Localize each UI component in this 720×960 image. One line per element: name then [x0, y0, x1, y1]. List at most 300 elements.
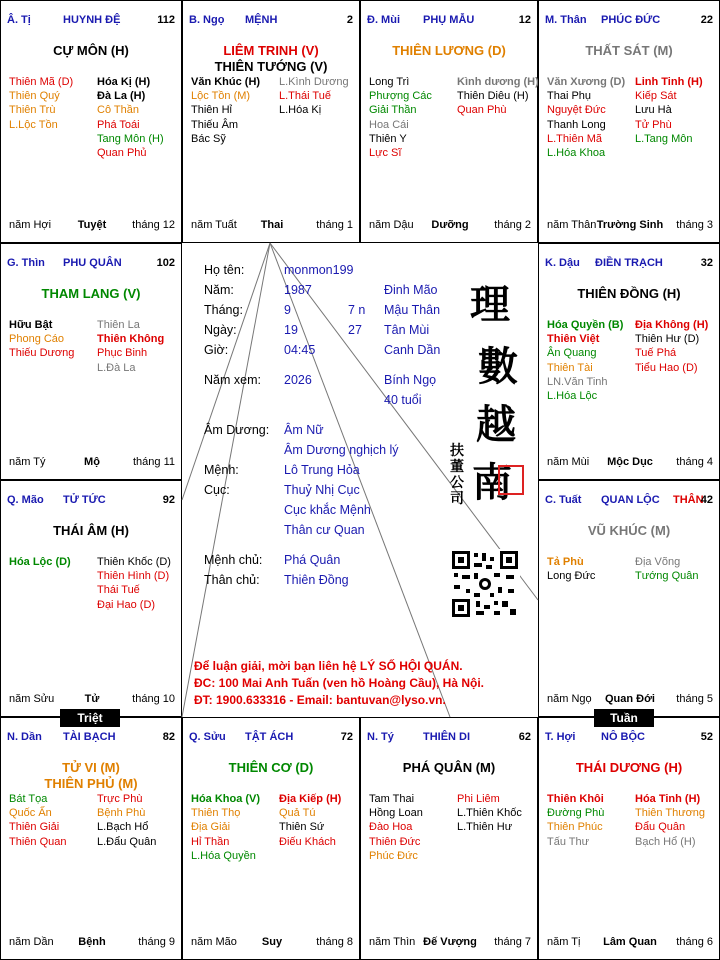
am-duong-value: Âm Nữ — [284, 423, 324, 437]
than-marker: THÂN — [673, 494, 704, 506]
main-star: PHÁ QUÂN (M) — [402, 760, 496, 775]
minor-star: Thiên Mã (D) — [9, 76, 74, 88]
palace-age: 12 — [518, 14, 531, 26]
palace-stage: Lâm Quan — [603, 936, 657, 948]
calligraphy-char-3: 越 — [476, 401, 516, 448]
minor-stars-right — [97, 318, 164, 375]
calligraphy-char-2: 數 — [478, 343, 518, 390]
minor-star: Thiên La — [97, 319, 140, 331]
minor-star: L.Thái Tuế — [279, 90, 331, 103]
main-star: VŨ KHÚC (M) — [587, 523, 671, 538]
palace-stage: Tử — [84, 693, 100, 705]
minor-star: Lực Sĩ — [369, 147, 402, 160]
palace-stage: Mộc Dục — [607, 456, 653, 468]
palace-name: ĐIỀN TRẠCH — [595, 257, 663, 269]
minor-star: Hồng Loan — [369, 807, 423, 820]
main-stars — [187, 43, 355, 75]
palace-branch: Q. Sửu — [189, 731, 226, 743]
thang-can: Mậu Thân — [384, 303, 441, 317]
minor-star: L.Tang Môn — [635, 132, 693, 145]
palace-header — [545, 730, 713, 744]
palace-year: năm Tị — [547, 936, 581, 948]
minor-star: Đường Phù — [547, 807, 605, 820]
minor-star: L.Hóa Kị — [279, 104, 322, 117]
palace-age: 112 — [157, 14, 175, 26]
minor-star: Quốc Ấn — [9, 807, 52, 820]
minor-star: L.Kình Dương — [279, 76, 349, 88]
main-stars — [187, 760, 355, 776]
palace-year: năm Mão — [191, 936, 237, 948]
palace-name: QUAN LỘC — [601, 494, 660, 506]
palace-age: 42 — [700, 494, 713, 506]
palace-stage: Mộ — [84, 456, 100, 468]
minor-stars-right — [97, 75, 164, 160]
palace-suu[interactable] — [182, 717, 360, 960]
main-stars — [365, 43, 533, 59]
minor-star: Quan Phù — [457, 104, 507, 117]
minor-stars-left — [547, 555, 595, 583]
minor-star: Thái Tuế — [97, 584, 140, 597]
palace-branch: C. Tuất — [545, 494, 582, 506]
minor-star: Trực Phù — [97, 793, 143, 805]
palace-header — [545, 493, 713, 507]
main-stars — [5, 43, 177, 59]
palace-stage: Bệnh — [78, 936, 106, 948]
palace-year: năm Ngọ — [547, 693, 592, 705]
palace-branch: T. Hợi — [545, 731, 576, 743]
minor-stars-left — [547, 75, 625, 160]
palace-footer — [547, 935, 713, 949]
minor-star: Hóa Lộc (D) — [9, 556, 71, 568]
minor-star: Tam Thai — [369, 793, 415, 805]
minor-star: LN.Văn Tinh — [547, 375, 608, 388]
palace-month: tháng 1 — [316, 219, 353, 231]
main-star: THIÊN CƠ (D) — [228, 760, 314, 775]
main-stars — [543, 523, 715, 539]
palace-month: tháng 11 — [132, 456, 175, 468]
minor-star: Long Trì — [369, 76, 410, 88]
am-duong-note: Âm Dương nghịch lý — [284, 443, 399, 457]
palace-month: tháng 2 — [494, 219, 531, 231]
minor-star: Thiên Trù — [9, 104, 56, 117]
minor-star: Đẩu Quân — [635, 821, 686, 834]
minor-stars-left — [191, 75, 260, 146]
palace-name: MỆNH — [245, 14, 278, 26]
palace-month: tháng 12 — [132, 219, 175, 231]
main-stars — [543, 286, 715, 302]
palace-year: năm Tý — [9, 456, 46, 468]
minor-star: Thiên Phúc — [547, 821, 603, 834]
contact-phone-email[interactable]: ĐT: 1900.633316 - Email: bantuvan@lyso.vn. — [194, 693, 446, 707]
gio-label: Giờ: — [204, 343, 229, 357]
triet-marker: Triệt — [60, 709, 120, 727]
palace-month: tháng 9 — [138, 936, 175, 948]
menh-chu-label: Mệnh chủ: — [204, 553, 263, 567]
palace-name: PHU QUÂN — [63, 257, 122, 269]
palace-branch: M. Thân — [545, 14, 587, 26]
contact-line-1: Để luận giải, mời bạn liên hệ LÝ SỐ HỘI QUÁN. — [194, 659, 463, 673]
main-star: THIÊN ĐỒNG (H) — [577, 286, 681, 301]
minor-stars-left — [9, 792, 66, 849]
palace-month: tháng 6 — [676, 936, 713, 948]
minor-star: L.Hóa Quyền — [191, 849, 256, 862]
minor-star: Thiên Đức — [369, 835, 421, 848]
thang-label: Tháng: — [204, 303, 243, 317]
palace-header — [189, 730, 353, 744]
palace-header — [7, 730, 175, 744]
palace-year: năm Hợi — [9, 219, 52, 231]
minor-star: Thiên Khôi — [547, 793, 604, 805]
minor-star: Kình dương (H) — [457, 76, 539, 88]
calligraphy-char-4: 南 — [472, 459, 512, 506]
palace-footer — [547, 455, 713, 469]
palace-name: TẬT ÁCH — [245, 731, 294, 743]
minor-star: Linh Tinh (H) — [635, 76, 703, 88]
minor-star: Thai Phụ — [547, 90, 592, 103]
main-star: LIÊM TRINH (V) — [223, 43, 319, 58]
ngay-label: Ngày: — [204, 323, 237, 337]
minor-stars-right — [97, 555, 171, 612]
calligraphy-char-1: 理 — [470, 281, 510, 328]
palace-year: năm Tuất — [191, 219, 237, 231]
palace-month: tháng 10 — [132, 693, 175, 705]
palace-branch: Q. Mão — [7, 494, 44, 506]
palace-header — [7, 256, 175, 270]
main-stars — [543, 760, 715, 776]
cuc-label: Cục: — [204, 483, 230, 497]
nam-xem-can: Bính Ngọ — [384, 373, 437, 387]
palace-stage: Quan Đới — [605, 693, 655, 705]
minor-star: Quan Phủ — [97, 147, 147, 160]
minor-stars-right — [457, 75, 539, 118]
palace-year: năm Dần — [9, 936, 54, 948]
minor-star: L.Hóa Khoa — [547, 147, 606, 160]
minor-star: Bệnh Phù — [97, 807, 146, 820]
minor-stars-left — [9, 555, 71, 569]
palace-hoi[interactable] — [538, 717, 720, 960]
minor-star: Văn Xương (D) — [547, 76, 626, 88]
cuc-value: Thuỷ Nhị Cục — [284, 483, 360, 497]
minor-star: Hữu Bật — [9, 319, 53, 331]
palace-age: 52 — [700, 731, 713, 743]
minor-stars-right — [635, 792, 705, 849]
palace-year: năm Thân — [547, 219, 597, 231]
palace-month: tháng 7 — [494, 936, 531, 948]
minor-star: Thiên Không — [97, 333, 165, 346]
palace-tuat[interactable] — [538, 480, 720, 717]
palace-header — [189, 13, 353, 27]
palace-name: PHỤ MẪU — [423, 14, 475, 26]
minor-star: Hóa Tinh (H) — [635, 793, 701, 805]
palace-month: tháng 8 — [316, 936, 353, 948]
minor-star: Kiếp Sát — [635, 90, 677, 103]
palace-year: năm Thìn — [369, 936, 416, 948]
red-seal-stamp — [498, 465, 524, 495]
minor-star: Thiên Quan — [9, 835, 67, 848]
palace-branch: N. Dần — [7, 731, 42, 743]
minor-stars-left — [547, 792, 604, 849]
minor-star: Văn Khúc (H) — [191, 76, 261, 88]
palace-stage: Dưỡng — [431, 219, 469, 231]
minor-star: Hóa Quyền (B) — [547, 319, 624, 331]
palace-footer — [9, 692, 175, 706]
tuan-marker: Tuần — [594, 709, 654, 727]
minor-star: Phúc Đức — [369, 849, 418, 862]
minor-star: Hoa Cái — [369, 118, 409, 131]
palace-ty[interactable] — [0, 0, 182, 243]
nam-xem-label: Năm xem: — [204, 373, 261, 387]
palace-footer — [9, 218, 175, 232]
palace-header — [545, 13, 713, 27]
main-star: THIÊN LƯƠNG (D) — [392, 43, 506, 58]
palace-age: 62 — [518, 731, 531, 743]
main-star: THÁI ÂM (H) — [53, 523, 129, 538]
palace-thin[interactable] — [0, 243, 182, 480]
menh-chu-value: Phá Quân — [284, 553, 341, 567]
minor-star: Thiên Diêu (H) — [457, 90, 529, 103]
minor-stars-left — [9, 318, 74, 361]
minor-stars-right — [635, 318, 708, 375]
minor-star: Thiên Khốc (D) — [97, 556, 171, 568]
palace-footer — [369, 218, 531, 232]
am-duong-label: Âm Dương: — [204, 423, 270, 437]
palace-name: TỬ TỨC — [63, 494, 106, 506]
palace-name: NÔ BỘC — [601, 731, 645, 743]
palace-month: tháng 5 — [676, 693, 713, 705]
palace-age: 102 — [156, 257, 175, 269]
gio-can: Canh Dần — [384, 343, 441, 357]
minor-stars-right — [279, 75, 349, 118]
palace-ngo[interactable] — [182, 0, 360, 243]
minor-stars-right — [97, 792, 156, 849]
ngay-value: 19 — [284, 323, 298, 337]
minor-star: Phượng Các — [369, 90, 432, 103]
minor-star: Thiên Thương — [635, 807, 706, 820]
palace-dau[interactable] — [538, 243, 720, 480]
minor-star: Cô Thần — [97, 104, 139, 117]
minor-star: Địa Kiếp (H) — [279, 793, 342, 805]
ngay-lunar: 27 — [348, 323, 362, 337]
minor-star: Quả Tú — [279, 807, 316, 820]
palace-month: tháng 4 — [676, 456, 713, 468]
main-star: THAM LANG (V) — [41, 286, 141, 301]
palace-stage: Thai — [260, 219, 284, 231]
palace-branch: Â. Tị — [7, 14, 31, 26]
nam-can: Đinh Mão — [384, 283, 438, 297]
nam-value: 1987 — [284, 283, 312, 297]
minor-star: Thiếu Dương — [9, 347, 75, 360]
minor-star: L.Bạch Hổ — [97, 821, 149, 834]
minor-star: Ân Quang — [547, 347, 597, 360]
calligraphy-small: 扶董公司 — [450, 443, 464, 507]
contact-address: ĐC: 100 Mai Anh Tuấn (ven hồ Hoàng Cầu), Hà Nội. — [194, 676, 485, 690]
minor-star: Phong Cáo — [9, 333, 65, 346]
palace-header — [545, 256, 713, 270]
minor-star: Thiên Quý — [9, 90, 60, 103]
minor-star: Thiên Hỉ — [191, 104, 232, 117]
palace-footer — [191, 218, 353, 232]
minor-stars-right — [635, 555, 699, 583]
palace-branch: Đ. Mùi — [367, 14, 400, 26]
cuc-note-2: Thân cư Quan — [284, 523, 365, 537]
ngay-can: Tân Mùi — [384, 323, 430, 337]
minor-star: Địa Võng — [635, 556, 681, 568]
palace-header — [367, 730, 531, 744]
minor-star: Lộc Tồn (M) — [191, 90, 251, 103]
cuc-note-1: Cục khắc Mệnh — [284, 503, 371, 517]
palace-age: 72 — [340, 731, 353, 743]
nam-label: Năm: — [204, 283, 234, 297]
palace-year: năm Dậu — [369, 219, 414, 231]
palace-stage: Trường Sinh — [596, 219, 664, 231]
palace-age: 92 — [162, 494, 175, 506]
minor-star: Thiên Y — [369, 132, 407, 145]
palace-footer — [369, 935, 531, 949]
minor-star: L.Hóa Lộc — [547, 390, 598, 403]
minor-star: Tử Phù — [635, 118, 672, 131]
main-stars — [5, 523, 177, 539]
palace-age: 2 — [346, 14, 353, 26]
minor-stars-left — [9, 75, 73, 132]
palace-branch: K. Dậu — [545, 257, 580, 269]
palace-age: 22 — [700, 14, 713, 26]
main-star: THẤT SÁT (M) — [585, 43, 673, 58]
ho-ten-value: monmon199 — [284, 263, 354, 277]
minor-star: Hóa Kị (H) — [97, 76, 151, 88]
palace-age: 32 — [700, 257, 713, 269]
minor-star: Hóa Khoa (V) — [191, 793, 261, 805]
minor-star: L.Đẩu Quân — [97, 835, 157, 848]
palace-year: năm Mùi — [547, 456, 590, 468]
minor-star: Long Đức — [547, 570, 596, 583]
palace-stage: Đế Vượng — [423, 936, 477, 948]
minor-stars-left — [369, 792, 423, 863]
palace-footer — [9, 455, 175, 469]
palace-footer — [547, 692, 713, 706]
palace-footer — [9, 935, 175, 949]
thang-value: 9 — [284, 303, 291, 317]
palace-age: 82 — [162, 731, 175, 743]
minor-star: Đại Hao (D) — [97, 598, 156, 611]
menh-value: Lô Trung Hỏa — [284, 463, 360, 477]
main-star: THIÊN TƯỚNG (V) — [214, 59, 328, 74]
main-stars — [5, 760, 177, 792]
palace-than[interactable] — [538, 0, 720, 243]
minor-star: Thiên Việt — [547, 333, 600, 346]
palace-footer — [547, 218, 713, 232]
minor-star: L.Lộc Tồn — [9, 118, 58, 131]
palace-footer — [191, 935, 353, 949]
palace-header — [367, 13, 531, 27]
main-star: TỬ VI (M) — [62, 760, 120, 775]
minor-star: Thiên Sứ — [279, 821, 325, 834]
tuoi-value: 40 tuổi — [384, 393, 422, 407]
palace-name: TÀI BẠCH — [63, 731, 116, 743]
minor-stars-right — [279, 792, 341, 849]
palace-stage: Tuyệt — [77, 219, 107, 231]
thang-lunar: 7 n — [348, 303, 366, 317]
minor-star: Phá Toái — [97, 118, 140, 131]
main-star: THÁI DƯƠNG (H) — [575, 760, 683, 775]
minor-star: Thiên Tài — [547, 361, 593, 374]
minor-star: Đà La (H) — [97, 90, 146, 103]
minor-star: Nguyệt Đức — [547, 104, 606, 117]
minor-star: L.Thiên Hư — [457, 821, 513, 834]
minor-star: Đào Hoa — [369, 821, 413, 834]
minor-stars-right — [635, 75, 703, 146]
minor-star: Thiên Giải — [9, 821, 60, 834]
qr-code[interactable] — [450, 549, 520, 619]
palace-ti[interactable] — [360, 717, 538, 960]
minor-star: Bạch Hổ (H) — [635, 835, 696, 848]
minor-star: Thiên Thọ — [191, 807, 241, 820]
palace-name: PHÚC ĐỨC — [601, 14, 661, 26]
minor-star: Tang Môn (H) — [97, 132, 164, 145]
minor-stars-right — [457, 792, 522, 835]
minor-star: Bác Sỹ — [191, 132, 226, 145]
than-chu-label: Thân chủ: — [204, 573, 260, 587]
minor-star: Lưu Hà — [635, 104, 672, 117]
minor-star: Tả Phù — [547, 556, 584, 568]
palace-year: năm Sửu — [9, 693, 55, 705]
main-star: THIÊN PHỦ (M) — [44, 776, 138, 791]
palace-stage: Suy — [261, 936, 283, 948]
minor-star: Thiên Hư (D) — [635, 333, 700, 346]
minor-star: Địa Không (H) — [635, 319, 709, 331]
minor-star: Bát Tọa — [9, 793, 48, 805]
minor-star: Điếu Khách — [279, 835, 336, 848]
center-info-panel — [182, 243, 538, 717]
minor-star: Thanh Long — [547, 118, 606, 131]
minor-star: Thiên Hình (D) — [97, 570, 170, 583]
minor-star: L.Thiên Mã — [547, 132, 603, 145]
main-star: CỰ MÔN (H) — [53, 43, 129, 58]
main-stars — [365, 760, 533, 776]
palace-branch: G. Thìn — [7, 257, 45, 269]
palace-header — [7, 13, 175, 27]
minor-star: Tiểu Hao (D) — [635, 361, 698, 374]
minor-stars-left — [369, 75, 432, 160]
palace-name: HUYNH ĐỆ — [63, 14, 121, 26]
main-stars — [5, 286, 177, 302]
minor-star: Tuế Phá — [635, 347, 677, 360]
minor-star: Tướng Quân — [635, 570, 699, 583]
palace-month: tháng 3 — [676, 219, 713, 231]
minor-stars-left — [547, 318, 623, 403]
palace-name: THIÊN DI — [423, 731, 471, 743]
minor-star: Hỉ Thần — [191, 835, 230, 848]
minor-star: Tấu Thư — [547, 835, 590, 848]
palace-header — [7, 493, 175, 507]
palace-branch: N. Tý — [367, 731, 394, 743]
palace-branch: B. Ngọ — [189, 14, 225, 26]
main-stars — [543, 43, 715, 59]
palace-dan[interactable] — [0, 717, 182, 960]
gio-value: 04:45 — [284, 343, 316, 357]
palace-mao[interactable] — [0, 480, 182, 717]
ho-ten-label: Họ tên: — [204, 263, 245, 277]
minor-star: Giải Thần — [369, 104, 417, 117]
minor-star: Thiếu Âm — [191, 118, 239, 131]
minor-stars-left — [191, 792, 260, 863]
minor-star: L.Đà La — [97, 361, 136, 374]
minor-star: Địa Giải — [191, 821, 231, 834]
palace-mui[interactable] — [360, 0, 538, 243]
than-chu-value: Thiên Đồng — [284, 573, 349, 587]
menh-label: Mệnh: — [204, 463, 239, 477]
minor-star: L.Thiên Khốc — [457, 807, 522, 820]
minor-star: Phi Liêm — [457, 793, 500, 805]
